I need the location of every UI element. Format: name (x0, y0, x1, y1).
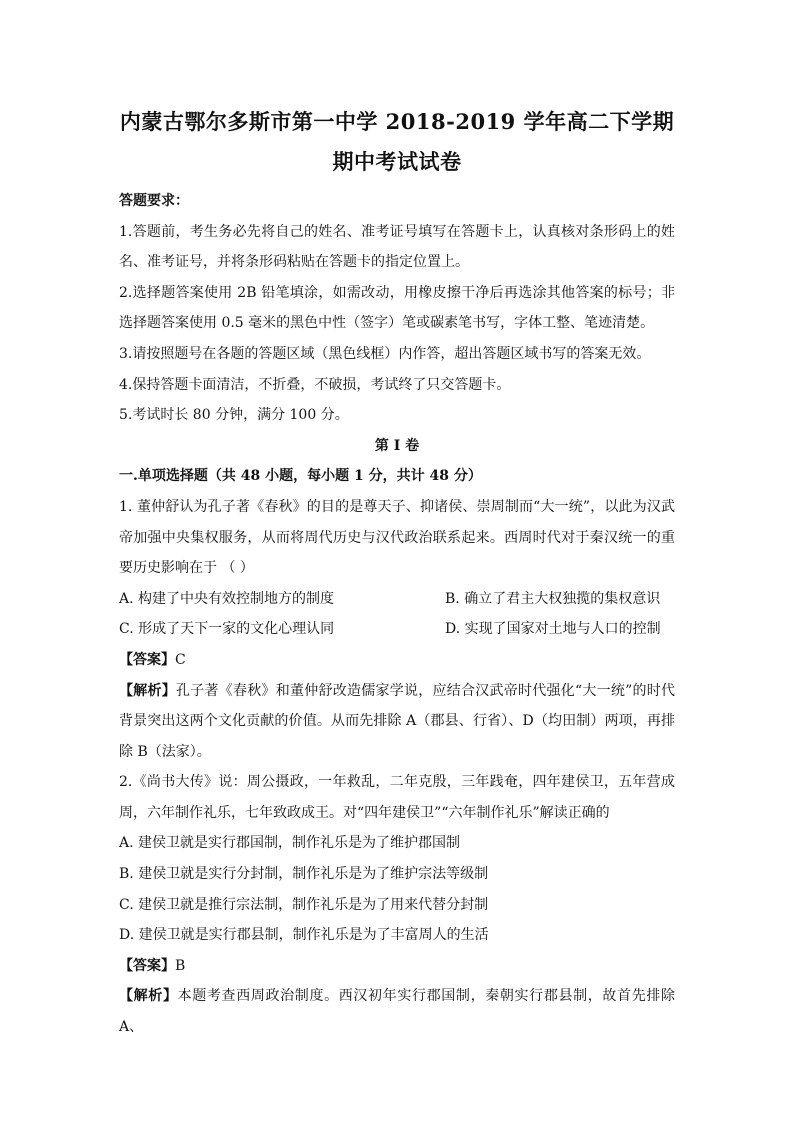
answer-line (119, 645, 675, 676)
analysis-paragraph (119, 676, 675, 768)
option-a: A. 建侯卫就是实行郡国制，制作礼乐是为了维护郡国制 (119, 835, 461, 852)
answer-label: 【答案】 (119, 651, 175, 668)
section-heading: 一.单项选择题（共 48 小题，每小题 1 分，共计 48 分） (119, 468, 482, 485)
answer-value: B (175, 957, 186, 974)
analysis-text: 孔子著《春秋》和董仲舒改造儒家学说，应结合汉武帝时代强化“大一统”的时代背景突出这两个文化贡献的价值。从而先排除 A（郡县、行省）、D（均田制）两项，再排除 B（法家）。 (119, 682, 676, 760)
option-c: C. 形成了天下一家的文化心理认同 (119, 621, 335, 638)
answer-line (119, 951, 675, 982)
requirements-heading: 答题要求： (119, 193, 189, 209)
option-d: D. 实现了国家对土地与人口的控制 (445, 621, 661, 638)
requirement-item: 4.保持答题卡面清洁，不折叠，不破损，考试终了只交答题卡。 (119, 376, 511, 393)
question-stem: 2.《尚书大传》说：周公摄政，一年救乱，二年克殷，三年践奄，四年建侯卫，五年营成周，六年制作礼乐，七年致政成王。对“四年建侯卫”“六年制作礼乐”解读正确的 (119, 774, 675, 821)
requirement-item: 1.答题前，考生务必先将自己的姓名、准考证号填写在答题卡上，认真核对条形码上的姓名、准考证号，并将条形码粘贴在答题卡的指定位置上。 (119, 223, 675, 271)
document-subtitle: 期中考试试卷 (332, 149, 462, 174)
option-c: C. 建侯卫就是推行宗法制，制作礼乐是为了用来代替分封制 (119, 896, 489, 913)
question-stem: 1. 董仲舒认为孔子著《春秋》的目的是尊天子、抑诸侯、崇周制而“大一统”，以此为汉武帝加强中央集权服务，从而将周代历史与汉代政治联系起来。西周时代对于秦汉统一的重要历史影响在于 （ ） (119, 498, 675, 577)
requirement-item: 2.选择题答案使用 2B 铅笔填涂，如需改动，用橡皮擦干净后再选涂其他答案的标号；非选择题答案使用 0.5 毫米的黑色中性（签字）笔或碳素笔书写，字体工整、笔迹清楚。 (119, 284, 675, 332)
analysis-label: 【解析】 (119, 682, 176, 699)
analysis-paragraph (119, 981, 675, 1042)
option-a: A. 构建了中央有效控制地方的制度 (119, 590, 335, 607)
requirement-item: 5.考试时长 80 分钟，满分 100 分。 (119, 407, 349, 424)
part-heading: 第 I 卷 (374, 437, 420, 454)
answer-value: C (175, 651, 186, 668)
option-b: B. 确立了君主大权独揽的集权意识 (445, 590, 661, 607)
document-title: 内蒙古鄂尔多斯市第一中学 2018-2019 学年高二下学期 (119, 109, 675, 134)
answer-label: 【答案】 (119, 957, 175, 974)
analysis-text: 本题考查西周政治制度。西汉初年实行郡国制，秦朝实行郡县制，故首先排除 A、 (119, 988, 676, 1036)
options-row (119, 584, 675, 615)
document-body (119, 186, 675, 1043)
options-row (119, 614, 675, 645)
requirement-item: 3.请按照题号在各题的答题区域（黑色线框）内作答，超出答题区域书写的答案无效。 (119, 345, 651, 362)
option-d: D. 建侯卫就是实行郡县制，制作礼乐是为了丰富周人的生活 (119, 927, 489, 944)
analysis-label: 【解析】 (119, 988, 178, 1005)
option-b: B. 建侯卫就是实行分封制，制作礼乐是为了维护宗法等级制 (119, 866, 489, 883)
